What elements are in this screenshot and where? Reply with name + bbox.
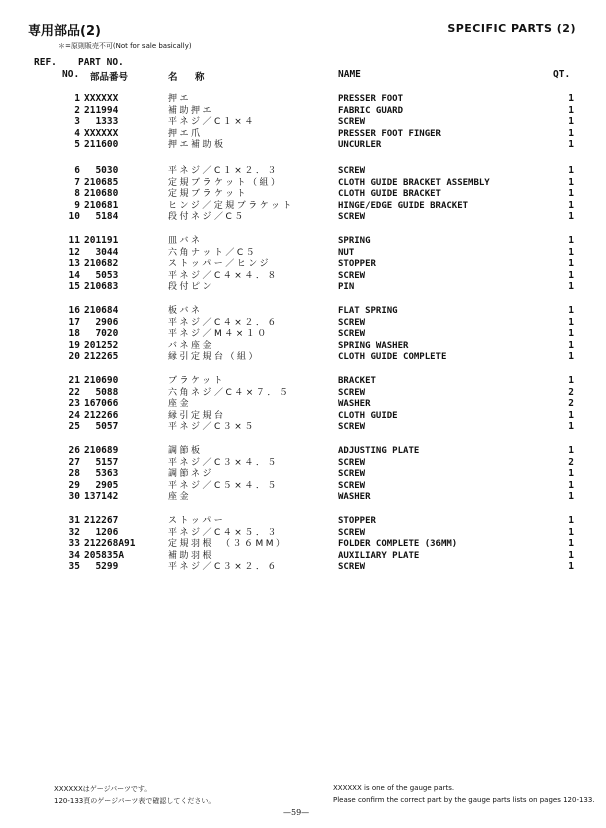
part-number: 212267 xyxy=(84,515,119,526)
quantity: 1 xyxy=(568,375,574,386)
quantity: 1 xyxy=(568,491,574,503)
quantity: 1 xyxy=(568,116,574,128)
part-name-en: BRACKET xyxy=(338,376,376,386)
quantity: 1 xyxy=(568,165,574,176)
part-name-jp: 押エ爪 xyxy=(168,128,203,139)
table-row xyxy=(0,317,606,329)
header-name-en: NAME xyxy=(338,69,361,80)
table-row xyxy=(0,93,606,105)
part-number: 7020 xyxy=(84,328,119,340)
part-name-en: HINGE/EDGE GUIDE BRACKET xyxy=(338,200,469,211)
part-name-en: ADJUSTING PLATE xyxy=(338,446,420,456)
ref-number: 11 xyxy=(68,235,80,246)
part-name-en: CLOTH GUIDE xyxy=(338,410,398,421)
quantity: 1 xyxy=(568,104,574,116)
part-number: 5363 xyxy=(84,468,119,480)
part-number: 210683 xyxy=(84,281,119,293)
part-name-jp: 平ネジ／C４×４．８ xyxy=(168,270,279,281)
table-row xyxy=(0,387,606,399)
quantity: 1 xyxy=(568,211,574,223)
ref-number: 6 xyxy=(74,165,80,176)
part-name-jp: 六角ネジ／C４×７．５ xyxy=(168,387,291,398)
quantity: 1 xyxy=(568,409,574,421)
ref-number: 20 xyxy=(68,351,80,363)
quantity: 1 xyxy=(568,339,574,351)
quantity: 1 xyxy=(568,515,574,526)
table-row xyxy=(0,538,606,550)
quantity: 1 xyxy=(568,351,574,363)
quantity: 1 xyxy=(568,445,574,456)
ref-number: 2 xyxy=(74,104,80,116)
ref-number: 12 xyxy=(68,246,80,258)
part-number: 167066 xyxy=(84,398,119,410)
part-name-en: UNCURLER xyxy=(338,140,382,151)
part-name-jp: 調節板 xyxy=(168,446,203,456)
ref-number: 30 xyxy=(68,491,80,503)
part-number: 210681 xyxy=(84,199,119,211)
quantity: 1 xyxy=(568,421,574,433)
table-row xyxy=(0,281,606,293)
part-name-en: SPRING WASHER xyxy=(338,340,409,351)
table-row xyxy=(0,139,606,151)
quantity: 1 xyxy=(568,468,574,480)
ref-number: 18 xyxy=(68,328,80,340)
part-name-en: PRESSER FOOT FINGER xyxy=(338,128,441,139)
table-row xyxy=(0,165,606,177)
ref-number: 15 xyxy=(68,281,80,293)
part-name-en: SCREW xyxy=(338,469,366,480)
part-number: 2905 xyxy=(84,479,119,491)
quantity: 2 xyxy=(568,456,574,468)
footer-note-jp-1: XXXXXXはゲージパーツです。 xyxy=(54,785,152,793)
ref-number: 8 xyxy=(74,188,80,200)
ref-number: 21 xyxy=(68,375,80,386)
part-name-en: AUXILIARY PLATE xyxy=(338,550,420,561)
table-row xyxy=(0,457,606,469)
quantity: 1 xyxy=(568,281,574,293)
part-name-en: CLOTH GUIDE COMPLETE xyxy=(338,352,447,363)
part-number: 137142 xyxy=(84,491,119,503)
page-title-en: SPECIFIC PARTS (2) xyxy=(447,22,576,35)
part-name-jp: 定規羽根 （３６MM） xyxy=(168,539,288,550)
part-number: 212268A91 xyxy=(84,538,136,550)
part-name-en: SCREW xyxy=(338,527,366,538)
part-name-jp: 縁引定規台（組） xyxy=(168,352,261,363)
table-row xyxy=(0,247,606,259)
quantity: 2 xyxy=(568,386,574,398)
part-number: 210685 xyxy=(84,176,119,188)
quantity: 1 xyxy=(568,305,574,316)
header-part-no-jp: 部品番号 xyxy=(90,72,129,83)
part-name-jp: 平ネジ／C３×４．５ xyxy=(168,457,279,468)
part-name-en: SCREW xyxy=(338,117,366,128)
ref-number: 25 xyxy=(68,421,80,433)
header-name-jp: 名 称 xyxy=(168,72,209,83)
part-number: 5057 xyxy=(84,421,119,433)
part-name-jp: 段付ピン xyxy=(168,282,215,293)
table-row xyxy=(0,258,606,270)
part-name-en: FOLDER COMPLETE (36MM) xyxy=(338,539,458,550)
part-name-jp: 平ネジ／C３×２．６ xyxy=(168,562,279,573)
part-name-jp: 平ネジ／C１×２．３ xyxy=(168,166,279,176)
part-number: 205835A xyxy=(84,549,125,561)
part-name-en: SCREW xyxy=(338,317,366,328)
quantity: 1 xyxy=(568,188,574,200)
part-name-en: SCREW xyxy=(338,329,366,340)
ref-number: 27 xyxy=(68,456,80,468)
quantity: 1 xyxy=(568,316,574,328)
part-number: 5184 xyxy=(84,211,119,223)
part-number: 201252 xyxy=(84,339,119,351)
part-number: 210690 xyxy=(84,375,119,386)
table-row xyxy=(0,188,606,200)
table-row xyxy=(0,445,606,457)
part-number: XXXXXX xyxy=(84,93,119,104)
table-row xyxy=(0,305,606,317)
ref-number: 23 xyxy=(68,398,80,410)
part-name-jp: ブラケット xyxy=(168,376,226,386)
part-name-en: NUT xyxy=(338,247,355,258)
table-row xyxy=(0,328,606,340)
part-number: 5088 xyxy=(84,386,119,398)
table-row xyxy=(0,480,606,492)
part-number: 5299 xyxy=(84,561,119,573)
part-name-jp: 段付ネジ／C５ xyxy=(168,212,246,223)
part-name-en: PRESSER FOOT xyxy=(338,94,404,104)
part-name-en: SCREW xyxy=(338,212,366,223)
part-name-jp: 六角ナット／C５ xyxy=(168,247,258,258)
table-row xyxy=(0,491,606,503)
part-name-en: CLOTH GUIDE BRACKET xyxy=(338,189,441,200)
table-row xyxy=(0,515,606,527)
part-number: XXXXXX xyxy=(84,127,119,139)
quantity: 1 xyxy=(568,269,574,281)
page-title-jp: 専用部品(2) xyxy=(28,24,101,39)
part-name-jp: 平ネジ／C３×５ xyxy=(168,422,256,433)
part-name-jp: 平ネジ／C５×４．５ xyxy=(168,480,279,491)
table-row xyxy=(0,116,606,128)
part-number: 3044 xyxy=(84,246,119,258)
part-name-jp: 座金 xyxy=(168,399,192,410)
part-number: 212265 xyxy=(84,351,119,363)
quantity: 1 xyxy=(568,176,574,188)
part-name-en: CLOTH GUIDE BRACKET ASSEMBLY xyxy=(338,177,490,188)
part-name-en: SCREW xyxy=(338,457,366,468)
part-name-jp: 皿バネ xyxy=(168,236,203,246)
table-row xyxy=(0,375,606,387)
footer-note-en-2: Please confirm the correct part by the gauge parts lists on pages 120-133. xyxy=(333,796,595,804)
quantity: 1 xyxy=(568,328,574,340)
ref-number: 33 xyxy=(68,538,80,550)
part-number: 5053 xyxy=(84,269,119,281)
quantity: 1 xyxy=(568,538,574,550)
part-name-jp: 平ネジ／M４×１０ xyxy=(168,329,269,340)
ref-number: 9 xyxy=(74,199,80,211)
table-row xyxy=(0,561,606,573)
quantity: 1 xyxy=(568,561,574,573)
quantity: 1 xyxy=(568,235,574,246)
part-name-en: WASHER xyxy=(338,399,371,410)
ref-number: 7 xyxy=(74,176,80,188)
ref-number: 13 xyxy=(68,258,80,270)
part-name-jp: 平ネジ／C１×４ xyxy=(168,117,256,128)
table-row xyxy=(0,421,606,433)
quantity: 1 xyxy=(568,93,574,104)
table-row xyxy=(0,527,606,539)
table-row xyxy=(0,550,606,562)
part-number: 5030 xyxy=(84,165,119,176)
ref-number: 28 xyxy=(68,468,80,480)
quantity: 1 xyxy=(568,549,574,561)
ref-number: 19 xyxy=(68,339,80,351)
part-name-jp: 補助羽根 xyxy=(168,550,215,561)
part-name-en: SCREW xyxy=(338,387,366,398)
part-name-jp: ストッパー／ヒンジ xyxy=(168,259,272,270)
table-row xyxy=(0,410,606,422)
ref-number: 24 xyxy=(68,409,80,421)
part-number: 210689 xyxy=(84,445,119,456)
part-name-jp: 補助押エ xyxy=(168,105,215,116)
part-name-en: SPRING xyxy=(338,236,371,246)
part-name-jp: 調節ネジ xyxy=(168,469,215,480)
table-row xyxy=(0,398,606,410)
part-name-en: WASHER xyxy=(338,492,371,503)
part-name-jp: 縁引定規台 xyxy=(168,410,226,421)
header-part-no: PART NO. xyxy=(78,57,124,68)
part-number: 5157 xyxy=(84,456,119,468)
ref-number: 22 xyxy=(68,386,80,398)
ref-number: 31 xyxy=(68,515,80,526)
header-qty: QT. xyxy=(553,69,571,80)
quantity: 1 xyxy=(568,479,574,491)
ref-number: 4 xyxy=(74,127,80,139)
part-name-jp: 押エ xyxy=(168,94,192,104)
ref-number: 26 xyxy=(68,445,80,456)
table-row xyxy=(0,211,606,223)
part-name-en: FABRIC GUARD xyxy=(338,105,404,116)
part-number: 211600 xyxy=(84,139,119,151)
quantity: 1 xyxy=(568,199,574,211)
part-number: 210682 xyxy=(84,258,119,270)
footer-note-jp-2: 120-133頁のゲージパーツ表で確認してください。 xyxy=(54,797,216,805)
part-name-jp: ストッパー xyxy=(168,516,226,526)
part-name-en: PIN xyxy=(338,282,355,293)
part-name-jp: 座金 xyxy=(168,492,192,503)
sale-note: ＊=原則販売不可(Not for sale basically) xyxy=(58,42,192,50)
quantity: 1 xyxy=(568,127,574,139)
ref-number: 32 xyxy=(68,526,80,538)
part-name-en: SCREW xyxy=(338,480,366,491)
part-name-jp: 定規ブラケット xyxy=(168,189,249,200)
part-name-jp: ヒンジ／定規ブラケット xyxy=(168,200,294,211)
part-number: 2906 xyxy=(84,316,119,328)
part-name-en: SCREW xyxy=(338,562,366,573)
table-row xyxy=(0,270,606,282)
ref-number: 29 xyxy=(68,479,80,491)
ref-number: 3 xyxy=(74,116,80,128)
part-number: 201191 xyxy=(84,235,119,246)
quantity: 1 xyxy=(568,139,574,151)
ref-number: 1 xyxy=(74,93,80,104)
part-name-en: SCREW xyxy=(338,166,366,176)
part-name-jp: 平ネジ／C４×２．６ xyxy=(168,317,279,328)
part-name-en: STOPPER xyxy=(338,259,376,270)
ref-number: 17 xyxy=(68,316,80,328)
part-name-jp: 平ネジ／C４×５．３ xyxy=(168,527,279,538)
table-row xyxy=(0,128,606,140)
ref-number: 10 xyxy=(68,211,80,223)
part-number: 212266 xyxy=(84,409,119,421)
ref-number: 14 xyxy=(68,269,80,281)
table-row xyxy=(0,340,606,352)
quantity: 1 xyxy=(568,246,574,258)
quantity: 1 xyxy=(568,258,574,270)
ref-number: 16 xyxy=(68,305,80,316)
table-row xyxy=(0,235,606,247)
part-number: 210680 xyxy=(84,188,119,200)
table-row xyxy=(0,200,606,212)
ref-number: 5 xyxy=(74,139,80,151)
table-row xyxy=(0,177,606,189)
part-name-en: SCREW xyxy=(338,422,366,433)
table-row xyxy=(0,105,606,117)
part-number: 211994 xyxy=(84,104,119,116)
part-number: 1206 xyxy=(84,526,119,538)
quantity: 1 xyxy=(568,526,574,538)
part-number: 1333 xyxy=(84,116,119,128)
part-name-en: STOPPER xyxy=(338,516,376,526)
part-number: 210684 xyxy=(84,305,119,316)
quantity: 2 xyxy=(568,398,574,410)
table-row xyxy=(0,468,606,480)
header-ref: REF. xyxy=(34,57,57,68)
part-name-jp: 板バネ xyxy=(168,306,203,316)
part-name-jp: 押エ補助板 xyxy=(168,140,226,151)
header-no: NO. xyxy=(62,69,80,80)
part-name-jp: バネ座金 xyxy=(168,340,215,351)
part-name-en: SCREW xyxy=(338,270,366,281)
page-number: —59— xyxy=(283,808,310,817)
ref-number: 34 xyxy=(68,549,80,561)
ref-number: 35 xyxy=(68,561,80,573)
footer-note-en-1: XXXXXX is one of the gauge parts. xyxy=(333,784,455,792)
part-name-jp: 定規ブラケット（組） xyxy=(168,177,283,188)
table-row xyxy=(0,351,606,363)
part-name-en: FLAT SPRING xyxy=(338,306,398,316)
